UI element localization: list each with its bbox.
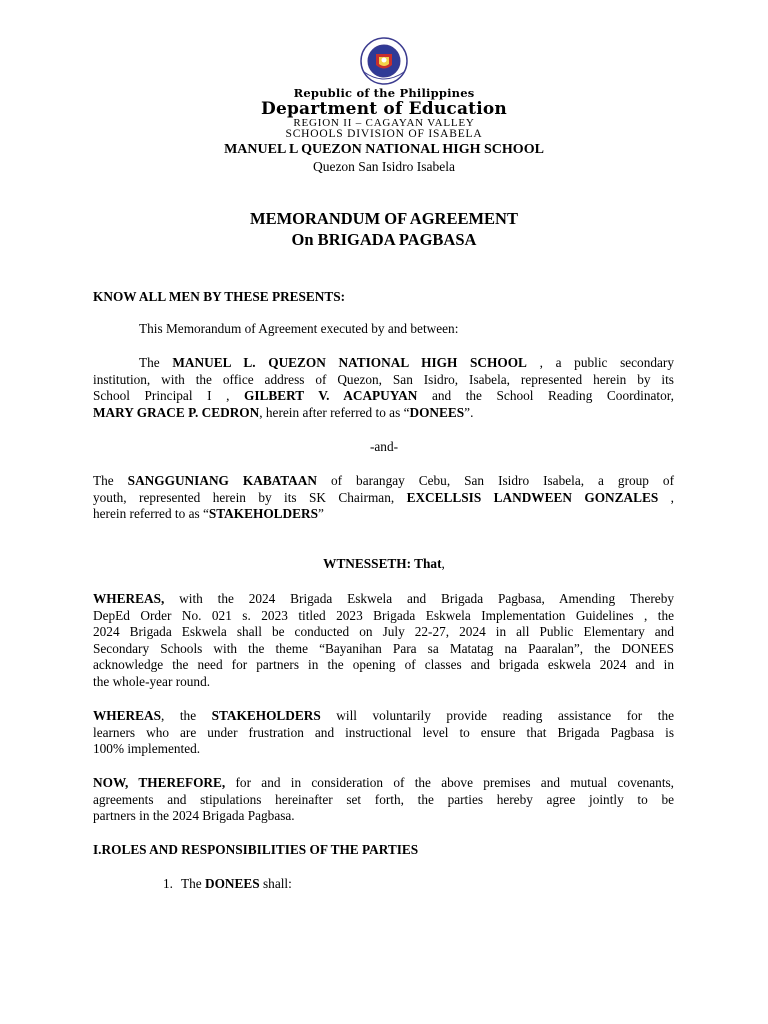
school-address: Quezon San Isidro Isabela (312, 159, 456, 174)
text-line: Secondary Schools with the theme “Bayanihan Para sa Matatag na Paaralan”, the DONEES (93, 640, 674, 656)
text-line: MARY GRACE P. CEDRON, herein after referred to as “DONEES”. (93, 404, 474, 420)
text-line: learners who are under frustration and instructional level to ensure that Brigada Pagbasa is (93, 724, 674, 740)
text-line: The SANGGUNIANG KABATAAN of barangay Cebu, San Isidro Isabela, a group of (93, 473, 674, 488)
department-line: Department of Education (261, 99, 507, 119)
list-item-donees: 1. The DONEES shall: (163, 876, 292, 891)
paragraph-donees (93, 355, 674, 421)
intro-line: This Memorandum of Agreement executed by and between: (139, 321, 459, 336)
school-name: MANUEL L QUEZON NATIONAL HIGH SCHOOL (224, 142, 544, 157)
text-line: herein referred to as “STAKEHOLDERS” (93, 506, 324, 522)
text-line: WHEREAS, the STAKEHOLDERS will voluntarily provide reading assistance for the (93, 708, 674, 723)
republic-line: Republic of the Philippines (293, 86, 475, 100)
text-line: acknowledge the need for partners in the opening of classes and brigada eskwela 2024 and in (93, 657, 674, 673)
text-line: The MANUEL L. QUEZON NATIONAL HIGH SCHOOL , a public secondary (139, 355, 674, 370)
list-number: 1. (163, 876, 173, 891)
witnesseth-heading: WTNESSETH: That, (323, 556, 445, 571)
text-line: 100% implemented. (93, 741, 201, 757)
text-line: 2024 Brigada Eskwela shall be conducted on July 22-27, 2024 in all Public Elementary and (93, 624, 674, 640)
text-line: WHEREAS, with the 2024 Brigada Eskwela and Brigada Pagbasa, Amending Thereby (93, 591, 674, 606)
paragraph-stakeholders (93, 473, 674, 523)
document-subtitle: On BRIGADA PAGBASA (291, 230, 477, 249)
text-line: NOW, THEREFORE, for and in consideration of the above premises and mutual covenants, (93, 775, 675, 790)
text-line: School Principal I , GILBERT V. ACAPUYAN and the School Reading Coordinator, (93, 388, 674, 404)
text-line: institution, with the office address of Quezon, San Isidro, Isabela, represented herein by its (93, 371, 674, 387)
text-line: youth, represented herein by its SK Chairman, EXCELLSIS LANDWEEN GONZALES , (93, 489, 674, 505)
paragraph-now-therefore (93, 775, 674, 825)
region-line: REGION II – CAGAYAN VALLEY (293, 117, 475, 129)
know-all-heading: KNOW ALL MEN BY THESE PRESENTS: (93, 289, 346, 304)
text-line: the whole-year round. (93, 673, 211, 689)
deped-seal-logo (346, 36, 422, 86)
section-heading-roles: I.ROLES AND RESPONSIBILITIES OF THE PARTIES (93, 842, 419, 857)
and-separator: -and- (369, 439, 399, 454)
text-line: partners in the 2024 Brigada Pagbasa. (93, 808, 295, 824)
text-line: DepEd Order No. 021 s. 2023 titled 2023 Brigada Eskwela Implementation Guidelines , the (93, 607, 674, 623)
document-title: MEMORANDUM OF AGREEMENT (250, 209, 518, 228)
text-line: agreements and stipulations hereinafter set forth, the parties hereby agree jointly to be (93, 791, 674, 807)
paragraph-whereas-1 (93, 591, 674, 691)
division-line: SCHOOLS DIVISION OF ISABELA (285, 128, 483, 140)
paragraph-whereas-2 (93, 708, 674, 758)
